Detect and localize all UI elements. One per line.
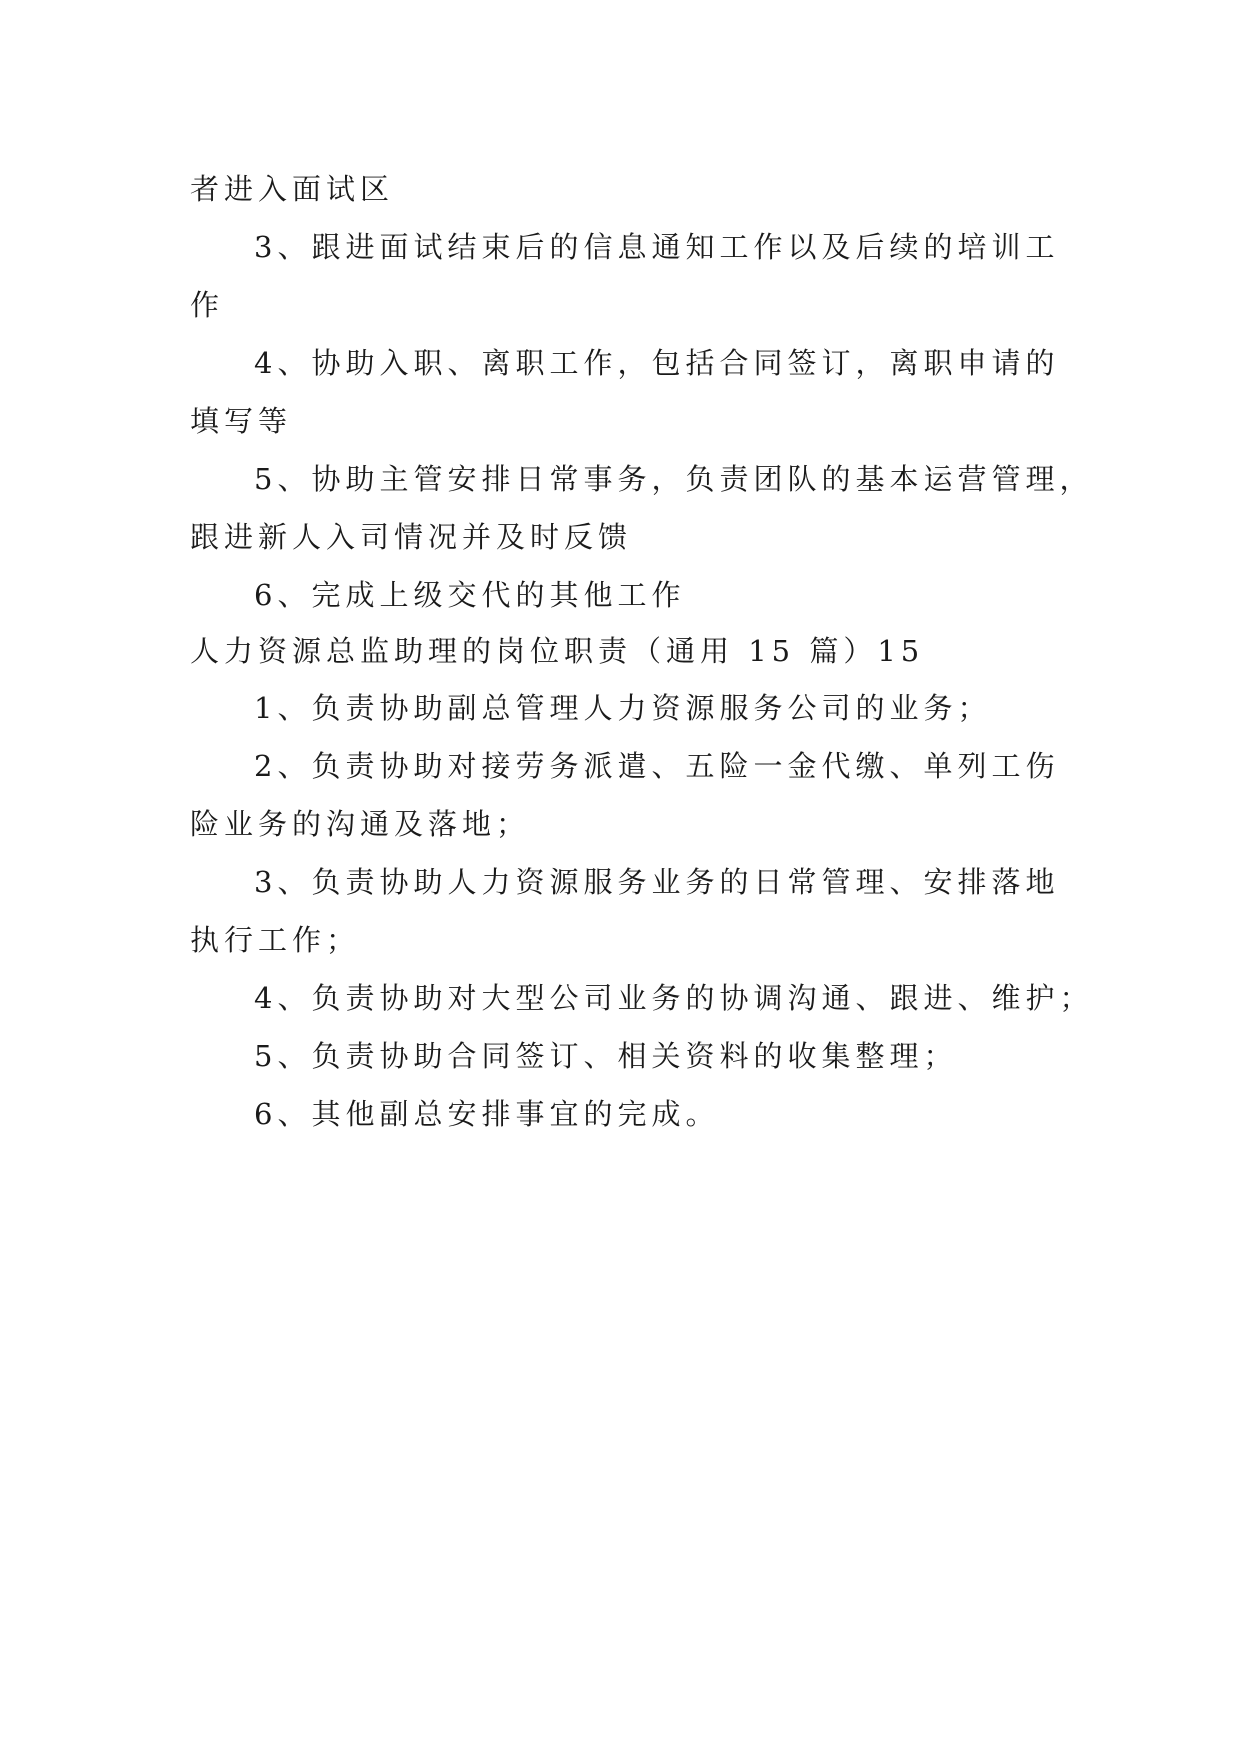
- list-item-line: 3、跟进面试结束后的信息通知工作以及后续的培训工: [254, 230, 1060, 264]
- list-item-line: 2、负责协助对接劳务派遣、五险一金代缴、单列工伤: [254, 749, 1060, 783]
- section-heading: 人力资源总监助理的岗位职责（通用 15 篇）15: [190, 634, 925, 668]
- list-item-line: 跟进新人入司情况并及时反馈: [190, 520, 633, 554]
- list-item-line: 险业务的沟通及落地；: [190, 807, 531, 841]
- document-body: [190, 160, 1094, 1143]
- list-item-line: 1、负责协助副总管理人力资源服务公司的业务；: [254, 691, 992, 725]
- continuation-line: 者进入面试区: [190, 172, 395, 206]
- list-item-line: 执行工作；: [190, 923, 361, 957]
- list-item-line: 6、完成上级交代的其他工作: [254, 578, 686, 612]
- list-item-line: 4、协助入职、离职工作，包括合同签订，离职申请的: [254, 346, 1060, 380]
- list-item-line: 3、负责协助人力资源服务业务的日常管理、安排落地: [254, 865, 1060, 899]
- list-item-line: 作: [190, 288, 225, 322]
- list-item-line: 5、协助主管安排日常事务，负责团队的基本运营管理，: [254, 462, 1094, 496]
- list-item-line: 4、负责协助对大型公司业务的协调沟通、跟进、维护；: [254, 981, 1094, 1015]
- list-item-line: 5、负责协助合同签订、相关资料的收集整理；: [254, 1039, 958, 1073]
- list-item-line: 填写等: [190, 404, 293, 438]
- list-item-line: 6、其他副总安排事宜的完成。: [254, 1097, 720, 1131]
